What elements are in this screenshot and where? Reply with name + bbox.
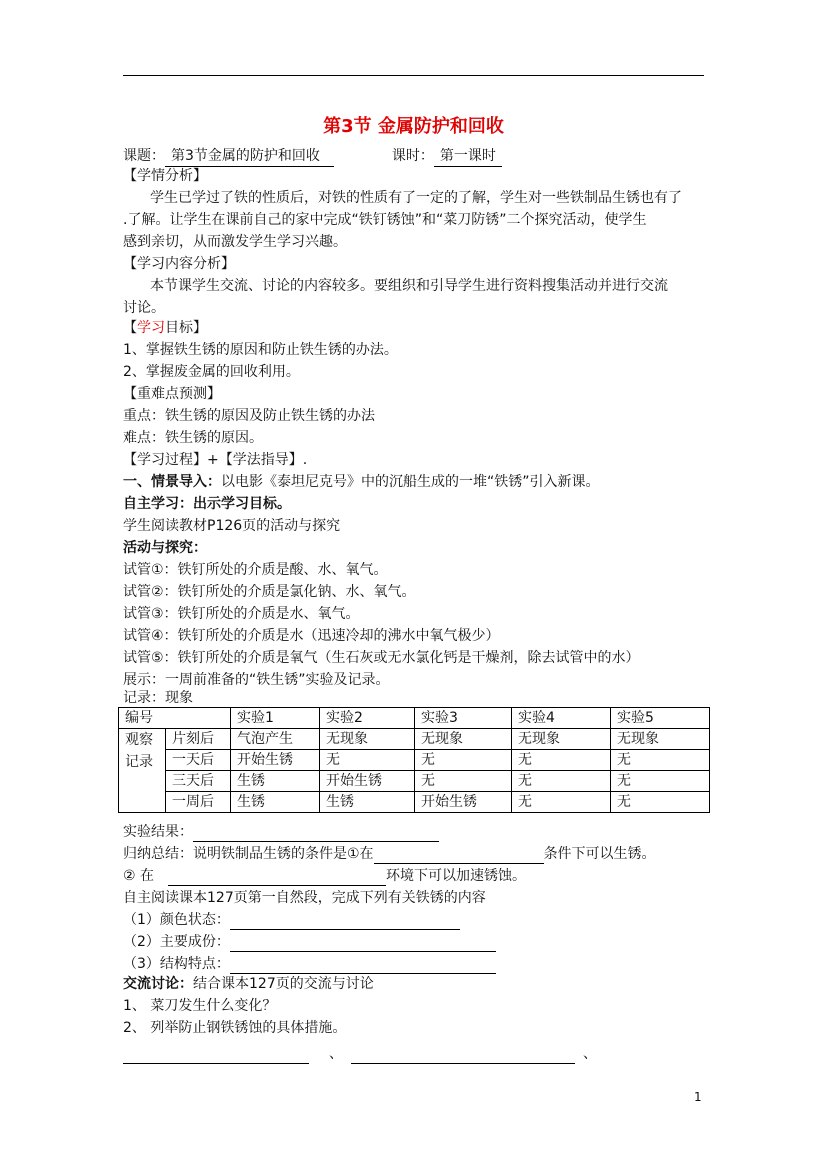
rust-color-line: [123, 910, 460, 930]
learner-analysis-line-1: 学生已学过了铁的性质后，对铁的性质有了一定的了解，学生对一些铁制品生锈也有了: [150, 190, 682, 206]
header-cell-exp5: 实验5: [611, 708, 710, 729]
table-cell: 无: [512, 750, 611, 771]
row-group-label-top: 观察: [125, 732, 153, 748]
key-point: 重点：铁生锈的原因及防止铁生锈的办法: [123, 408, 375, 424]
summary-suffix: 条件下可以生锈。: [543, 846, 656, 862]
difficult-point: 难点：铁生锈的原因。: [123, 430, 263, 446]
summary-line: [123, 844, 656, 864]
table-cell: 开始生锈: [320, 771, 415, 792]
table-cell: 无现象: [611, 729, 710, 750]
goal-item-2: 2、掌握废金属的回收利用。: [123, 364, 300, 380]
goals-highlight: 学习: [137, 320, 165, 336]
question-2: 2、 列举防止钢铁锈蚀的具体措施。: [123, 1020, 347, 1036]
discussion-text: 结合课本127页的交流与讨论: [193, 976, 374, 992]
measure-separator-1: 、: [329, 1046, 343, 1062]
result-label: 实验结果：: [123, 824, 193, 840]
second-prefix: ② 在: [123, 868, 155, 884]
page-title: 第3节 金属防护和回收: [323, 116, 504, 137]
measure-separator-2: 、: [583, 1046, 597, 1062]
rust-color-blank[interactable]: [230, 915, 460, 930]
table-cell: 气泡产生: [231, 729, 320, 750]
table-cell: 无: [611, 792, 710, 813]
rust-component-line: [123, 932, 496, 952]
rust-structure-line: [123, 954, 496, 974]
table-cell: 生锈: [231, 792, 320, 813]
table-row: [119, 729, 710, 750]
table-cell: 无: [415, 771, 512, 792]
topic-label: 课题：: [123, 148, 165, 164]
rust-structure-blank[interactable]: [230, 959, 496, 974]
rust-structure-label: （3）结构特点：: [123, 956, 230, 972]
table-cell: 无: [512, 771, 611, 792]
self-study-line: 自主学习：出示学习目标。: [123, 496, 291, 512]
observation-table: [118, 707, 710, 813]
second-suffix: 环境下可以加速锈蚀。: [386, 868, 527, 884]
topic-line: [123, 146, 502, 167]
discussion-label: 交流讨论：: [123, 976, 193, 992]
learner-analysis-heading: 【学情分析】: [123, 168, 207, 184]
table-cell: 无: [320, 750, 415, 771]
content-analysis-line-2: 讨论。: [123, 300, 165, 316]
table-cell: 无现象: [320, 729, 415, 750]
process-heading: 【学习过程】+【学法指导】.: [123, 452, 308, 468]
second-blank[interactable]: [168, 871, 386, 886]
learner-analysis-line-2: .了解。让学生在课前自己的家中完成“铁钉锈蚀”和“菜刀防锈”二个探究活动，使学生: [123, 212, 647, 228]
result-blank[interactable]: [193, 827, 439, 842]
goals-heading-rest: 目标】: [165, 320, 207, 336]
tube-5: 试管⑤：铁钉所处的介质是氧气（生石灰或无水氯化钙是干燥剂，除去试管中的水）: [123, 650, 640, 666]
display-line: 展示：一周前准备的“铁生锈”实验及记录。: [123, 672, 390, 688]
rust-component-label: （2）主要成份：: [123, 934, 230, 950]
period-value: 第一课时: [434, 146, 502, 167]
intro-line: [123, 472, 600, 492]
reading-line: 学生阅读教材P126页的活动与探究: [123, 518, 341, 534]
tube-4: 试管④：铁钉所处的介质是水（迅速冷却的沸水中氧气极少）: [123, 628, 500, 644]
intro-label: 一、情景导入：: [123, 474, 221, 490]
header-cell-exp3: 实验3: [415, 708, 512, 729]
tube-3: 试管③：铁钉所处的介质是水、氧气。: [123, 606, 360, 622]
second-condition-line: [123, 866, 526, 886]
table-row: [119, 792, 710, 813]
table-cell: 片刻后: [166, 729, 231, 750]
goals-bracket: 【: [123, 320, 137, 336]
content-analysis-heading: 【学习内容分析】: [123, 256, 235, 272]
table-cell: 无: [611, 750, 710, 771]
measures-line: [123, 1044, 597, 1064]
measure-blank-2[interactable]: [351, 1049, 575, 1064]
tube-2: 试管②：铁钉所处的介质是氯化钠、水、氧气。: [123, 584, 416, 600]
period-label: 课时：: [391, 148, 434, 164]
intro-text: 以电影《泰坦尼克号》中的沉船生成的一堆“铁锈”引入新课。: [221, 474, 600, 490]
table-cell: 开始生锈: [231, 750, 320, 771]
row-group-label-bottom: 记录: [125, 754, 153, 770]
record-line: 记录：现象: [123, 690, 193, 706]
activity-heading: 活动与探究：: [123, 540, 207, 556]
table-cell: 无: [512, 792, 611, 813]
table-row: [119, 750, 710, 771]
table-cell: 无: [611, 771, 710, 792]
reading-task-line: 自主阅读课本127页第一自然段，完成下列有关铁锈的内容: [123, 890, 486, 906]
key-heading: 【重难点预测】: [123, 386, 221, 402]
table-cell: 生锈: [320, 792, 415, 813]
header-rule: [123, 75, 704, 76]
table-cell: 一周后: [166, 792, 231, 813]
result-line: [123, 822, 439, 842]
tube-1: 试管①：铁钉所处的介质是酸、水、氧气。: [123, 562, 388, 578]
page-number: 1: [694, 1090, 702, 1104]
header-cell-exp1: 实验1: [231, 708, 320, 729]
measure-blank-1[interactable]: [123, 1049, 309, 1064]
content-analysis-line-1: 本节课学生交流、讨论的内容较多。要组织和引导学生进行资料搜集活动并进行交流: [150, 278, 668, 294]
table-cell: 三天后: [166, 771, 231, 792]
summary-prefix: 归纳总结：说明铁制品生锈的条件是①在: [123, 846, 374, 862]
table-cell: 无现象: [415, 729, 512, 750]
goal-item-1: 1、掌握铁生锈的原因和防止铁生锈的办法。: [123, 342, 398, 358]
discussion-line: [123, 974, 374, 994]
table-cell: 开始生锈: [415, 792, 512, 813]
table-header-row: [119, 708, 710, 729]
rust-color-label: （1）颜色状态：: [123, 912, 230, 928]
rust-component-blank[interactable]: [230, 937, 496, 952]
learner-analysis-line-3: 感到亲切，从而激发学生学习兴趣。: [123, 234, 347, 250]
header-cell-exp2: 实验2: [320, 708, 415, 729]
header-cell-exp4: 实验4: [512, 708, 611, 729]
question-1: 1、 菜刀发生什么变化？: [123, 998, 277, 1014]
table-cell: 无: [415, 750, 512, 771]
table-cell: 一天后: [166, 750, 231, 771]
header-cell-id: 编号: [119, 708, 231, 729]
row-group-label: [119, 729, 166, 813]
table-cell: 生锈: [231, 771, 320, 792]
table-row: [119, 771, 710, 792]
topic-value: 第3节金属的防护和回收: [165, 146, 334, 167]
table-cell: 无现象: [512, 729, 611, 750]
summary-blank[interactable]: [374, 849, 544, 864]
goals-heading: [123, 318, 207, 338]
